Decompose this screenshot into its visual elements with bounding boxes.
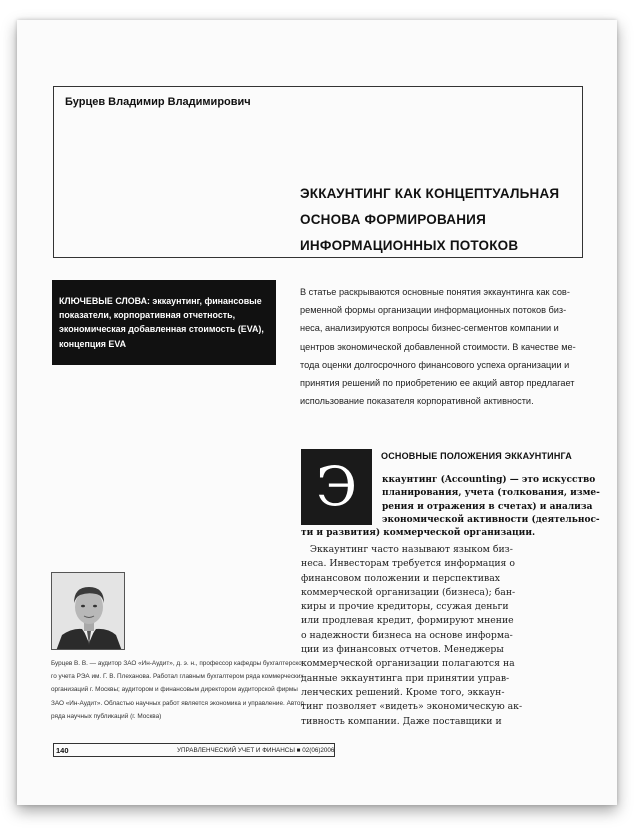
journal-name: УПРАВЛЕНЧЕСКИЙ УЧЕТ И ФИНАНСЫ ■ 02(06)2006: [177, 747, 335, 754]
abstract-line: тода оценки долгосрочного финансового успеха организации и: [300, 359, 570, 370]
article-title: [300, 181, 580, 259]
abstract-line: принятия решений по приобретению ее акций автор предлагает: [300, 378, 575, 389]
page-number: 140: [56, 746, 69, 755]
body-line: тинг позволяет «видеть» экономическую ак-: [301, 701, 523, 713]
body-line: киры и прочие кредиторы, ссужая деньги: [301, 601, 509, 613]
body-line: неса. Инвесторам требуется информация о: [301, 558, 515, 570]
abstract-line: центров экономической добавленной стоимости. В качестве ме-: [300, 341, 576, 352]
body-text: [301, 543, 522, 729]
lead-paragraph: [382, 474, 600, 528]
bio-line: го учета РЭА им. Г. В. Плеханова. Работал главным бухгалтером ряда коммерческих: [51, 673, 304, 681]
bio-line: организаций г. Москвы; аудитором и финансовым директором аудиторской фирмы: [51, 686, 298, 694]
author-photo: [51, 572, 125, 650]
lead-last-line: ти и развития) коммерческой организации.: [301, 528, 536, 538]
bio-line: ряда научных публикаций (г. Москва): [51, 712, 162, 720]
section-heading: ОСНОВНЫЕ ПОЛОЖЕНИЯ ЭККАУНТИНГА: [381, 451, 572, 461]
body-line: финансовом положении и перспективах: [301, 572, 501, 584]
keywords-box: [52, 280, 276, 365]
abstract: [300, 283, 585, 410]
abstract-line: В статье раскрываются основные понятия эккаунтинга как сов-: [300, 287, 570, 297]
body-line: коммерческой организации (бизнеса); бан-: [301, 586, 516, 598]
title-line: ОСНОВА ФОРМИРОВАНИЯ: [300, 212, 486, 227]
body-line: коммерческой организации полагаются на: [301, 658, 515, 670]
keywords-line: показатели, корпоративная отчетность,: [59, 310, 236, 321]
bio-line: ЗАО «Ин-Аудит». Областью научных работ является экономика и управление. Автор: [51, 699, 305, 707]
body-line: тивность компании. Даже поставщики и: [301, 715, 502, 727]
body-line: ленческих решений. Кроме того, эккаун-: [301, 686, 505, 698]
abstract-line: использование показателя корпоративной активности.: [300, 396, 534, 407]
lead-line: ккаунтинг (Accounting) — это искусство: [382, 475, 596, 485]
keywords-line: КЛЮЧЕВЫЕ СЛОВА: эккаунтинг, финансовые: [59, 296, 262, 306]
body-line: или продлевая кредит, формируют мнение: [301, 615, 514, 627]
lead-line: экономической активности (деятельнос-: [382, 515, 600, 526]
author-name: Бурцев Владимир Владимирович: [65, 96, 251, 108]
body-line: о надежности бизнеса на основе информа-: [301, 629, 513, 641]
body-line: ции из финансовых отчетов. Менеджеры: [301, 644, 504, 656]
keywords-line: концепция EVA: [59, 338, 127, 349]
title-line: ИНФОРМАЦИОННЫХ ПОТОКОВ: [300, 238, 519, 253]
lead-line: рения и отражения в счетах) и анализа: [382, 501, 593, 512]
abstract-line: ременной формы организации информационных потоков биз-: [300, 305, 567, 316]
keywords-line: экономическая добавленная стоимость (EVA),: [59, 324, 264, 335]
title-line: ЭККАУНТИНГ КАК КОНЦЕПТУАЛЬНАЯ: [300, 186, 560, 201]
dropcap-letter: Э: [301, 449, 372, 525]
author-portrait-icon: [52, 573, 125, 650]
lead-line: планирования, учета (толкования, изме-: [382, 488, 600, 499]
author-bio: [51, 657, 305, 723]
abstract-line: неса, анализируются вопросы бизнес-сегментов компании и: [300, 323, 559, 334]
body-line: Эккаунтинг часто называют языком биз-: [301, 544, 513, 555]
bio-line: Бурцев В. В. — аудитор ЗАО «Ин-Аудит», д. э. н., профессор кафедры бухгалтерско-: [51, 660, 304, 667]
body-line: данные эккаунтинга при принятии управ-: [301, 672, 510, 684]
